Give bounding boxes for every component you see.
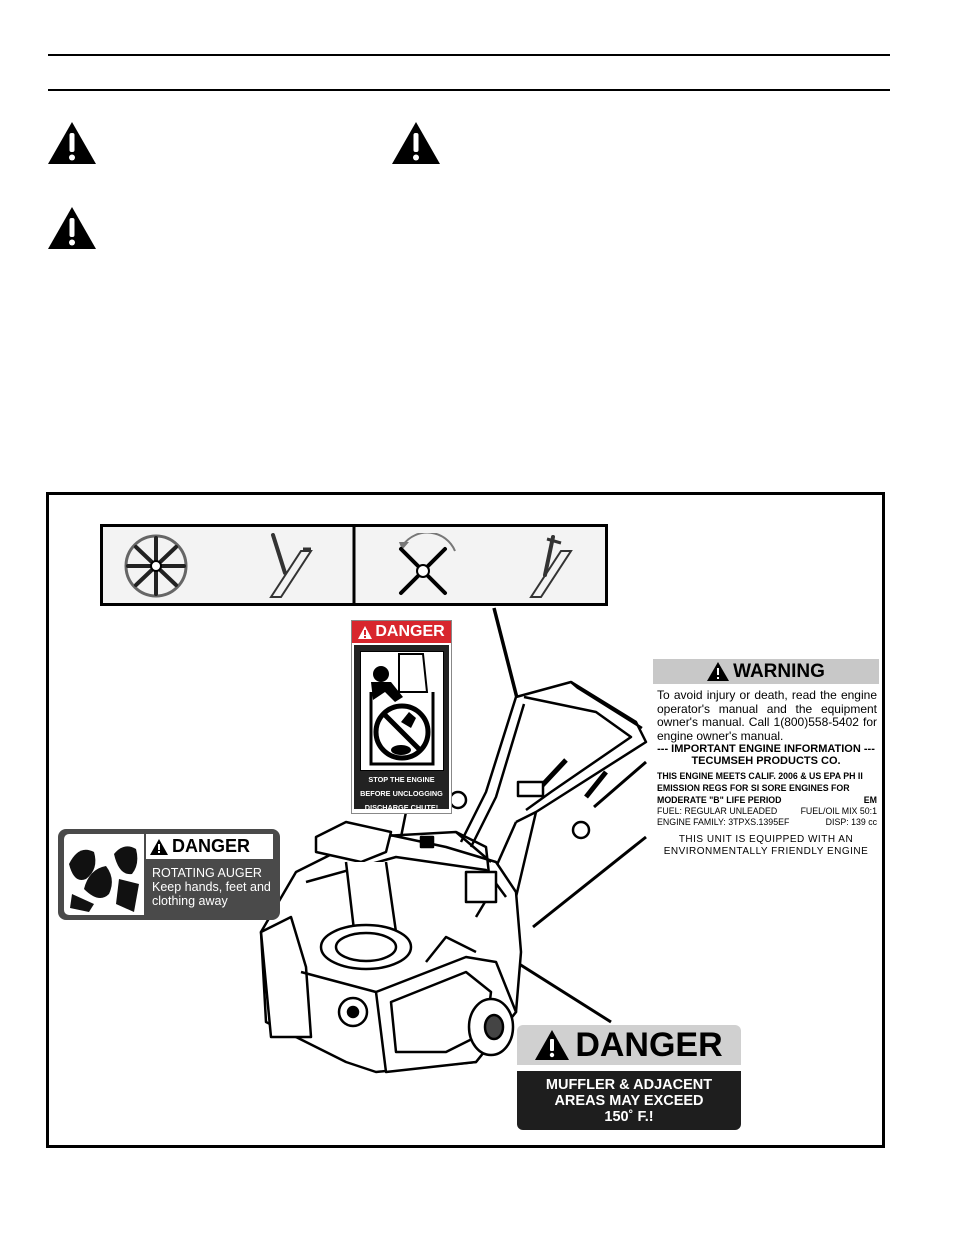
warning-engine-decal: WARNING To avoid injury or death, read the engine operator's manual and the equipment owner's manual. Call 1(800)558-5402 for engine owner's manual. --- IMPORTANT ENGINE INFORMATION --- TECUMSEH PRODUCTS CO. THIS ENGINE MEETS CALIF. 2006 & US EPA PH II EMISSION REGS FOR SI SORE ENGINES FOR MODERATE "B" LIFE PERIOD EM FUEL: REGULAR UNLEADED FUEL/OIL MIX 50:1 ENGINE FAMILY: 3TPXS.1395EF DISP: 139 cc THIS UNIT IS EQUIPPED WITH AN ENVIRONMENTALLY FRIENDLY ENGINE xyxy=(653,659,879,864)
emission-line: MODERATE "B" LIFE PERIOD EM xyxy=(657,795,877,805)
danger-muffler-decal: DANGER MUFFLER & ADJACENT AREAS MAY EXCEED 150˚ F.! xyxy=(517,1025,741,1130)
danger-rotating-auger-decal: DANGER ROTATING AUGER Keep hands, feet and clothing away xyxy=(58,829,280,920)
fuel-line: FUEL: REGULAR UNLEADED FUEL/OIL MIX 50:1 xyxy=(657,806,877,816)
control-lever-icon xyxy=(523,533,573,599)
auger-hazard-icon xyxy=(64,834,144,915)
warning-triangle-icon xyxy=(535,1030,569,1060)
emission-line: THIS ENGINE MEETS CALIF. 2006 & US EPA PH II xyxy=(657,771,863,781)
auger-control-decal xyxy=(100,524,608,606)
emission-line: EMISSION REGS FOR SI SORE ENGINES FOR xyxy=(657,783,850,793)
danger-header: DANGER xyxy=(146,834,273,859)
warning-paragraph: To avoid injury or death, read the engine operator's manual and the equipment owner's manual. Call 1(800)558-5402 for engine owner's manual. xyxy=(657,688,877,743)
danger-header: DANGER xyxy=(352,621,451,643)
warning-header: WARNING xyxy=(653,659,879,684)
engine-info-title: --- IMPORTANT ENGINE INFORMATION --- xyxy=(657,743,875,755)
control-lever-icon xyxy=(263,533,313,599)
auger-stopped-icon xyxy=(121,533,191,599)
hand-in-chute-icon xyxy=(360,651,444,771)
danger-discharge-chute-decal: DANGER STOP THE ENGINE BEFORE UNCLOGGING DISCHARGE CHUTE! xyxy=(351,620,452,814)
warning-triangle-icon xyxy=(46,120,98,166)
warning-triangle-icon xyxy=(46,205,98,251)
engine-family-line: ENGINE FAMILY: 3TPXS.1395EF DISP: 139 cc xyxy=(657,817,877,827)
auger-rotating-icon xyxy=(383,533,463,599)
warning-triangle-icon xyxy=(358,626,372,639)
top-rule xyxy=(48,54,890,56)
second-rule xyxy=(48,89,890,91)
danger-header: DANGER xyxy=(517,1025,741,1065)
warning-triangle-icon xyxy=(150,839,168,855)
engine-company: TECUMSEH PRODUCTS CO. xyxy=(691,755,841,767)
warning-triangle-icon xyxy=(707,662,729,681)
warning-triangle-icon xyxy=(390,120,442,166)
